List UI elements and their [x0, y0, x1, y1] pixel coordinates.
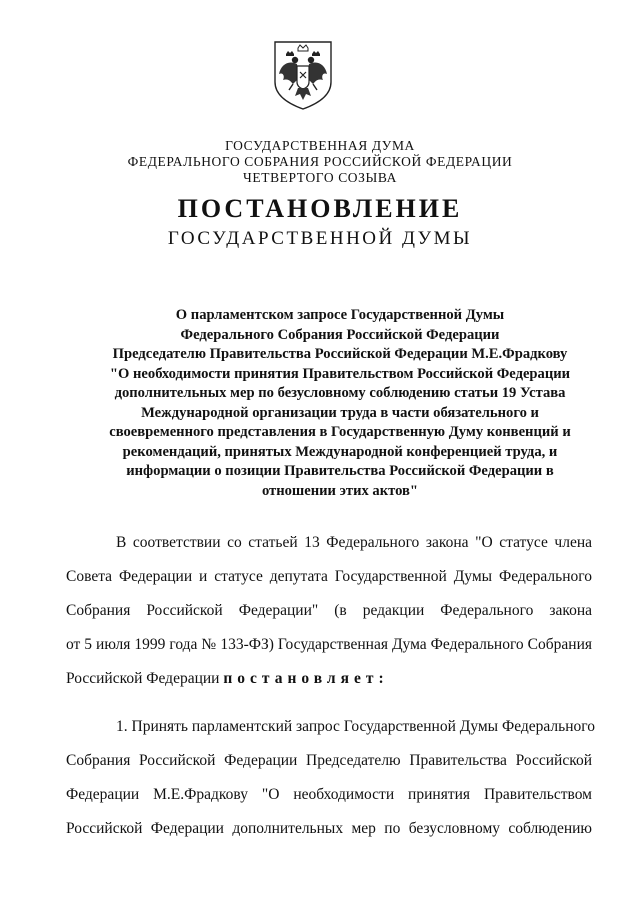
body-line: В соответствии со статьей 13 Федерального закона "О статусе члена — [116, 534, 592, 551]
body-line: Совета Федерации и статусе депутата Государственной Думы Федерального — [66, 568, 592, 585]
subject-line: отношении этих актов" — [261, 482, 419, 499]
body-line: Федерации М.Е.Фрадкову "О необходимости принятия Правительством — [66, 786, 592, 803]
subject-line: О парламентском запросе Государственной Думы — [175, 307, 505, 323]
body-line: Собрания Российской Федерации Председателю Правительства Российской — [66, 752, 592, 769]
document-title: ПОСТАНОВЛЕНИЕ — [177, 194, 463, 223]
subject-line: "О необходимости принятия Правительством Российской Федерации — [109, 365, 571, 382]
subject-line: своевременного представления в Государственную Думу конвенций и — [109, 424, 571, 440]
subject-line: Федерального Собрания Российской Федерации — [180, 326, 500, 343]
document-subtitle: ГОСУДАРСТВЕННОЙ ДУМЫ — [167, 228, 473, 249]
convocation-line: ЧЕТВЕРТОГО СОЗЫВА — [243, 170, 397, 185]
body-line: от 5 июля 1999 года № 133-ФЗ) Государственная Дума Федерального Собрания — [66, 636, 592, 653]
resolves-keyword: постановляет: — [223, 670, 389, 687]
body-line: Собрания Российской Федерации" (в редакции Федерального закона — [66, 602, 592, 619]
body-line: 1. Принять парламентский запрос Государственной Думы Федерального — [116, 718, 595, 735]
body-line — [66, 670, 592, 688]
parliament-name-line: ГОСУДАРСТВЕННАЯ ДУМА — [225, 138, 415, 153]
body-line: Российской Федерации дополнительных мер по безусловному соблюдению — [66, 820, 592, 837]
body-text: Российской Федерации — [66, 670, 224, 687]
subject-line: Международной организации труда в части обязательного и — [141, 404, 539, 421]
subject-line: дополнительных мер по безусловному соблюдению статьи 19 Устава — [114, 385, 566, 401]
assembly-name-line: ФЕДЕРАЛЬНОГО СОБРАНИЯ РОССИЙСКОЙ ФЕДЕРАЦИИ — [127, 154, 513, 169]
coat-of-arms-emblem — [271, 38, 335, 112]
subject-line: рекомендаций, принятых Международной конференцией труда, и — [122, 443, 558, 460]
subject-line: Председателю Правительства Российской Федерации М.Е.Фрадкову — [112, 346, 568, 362]
subject-block — [86, 306, 594, 501]
subject-line: информации о позиции Правительства Российской Федерации в — [126, 463, 554, 479]
